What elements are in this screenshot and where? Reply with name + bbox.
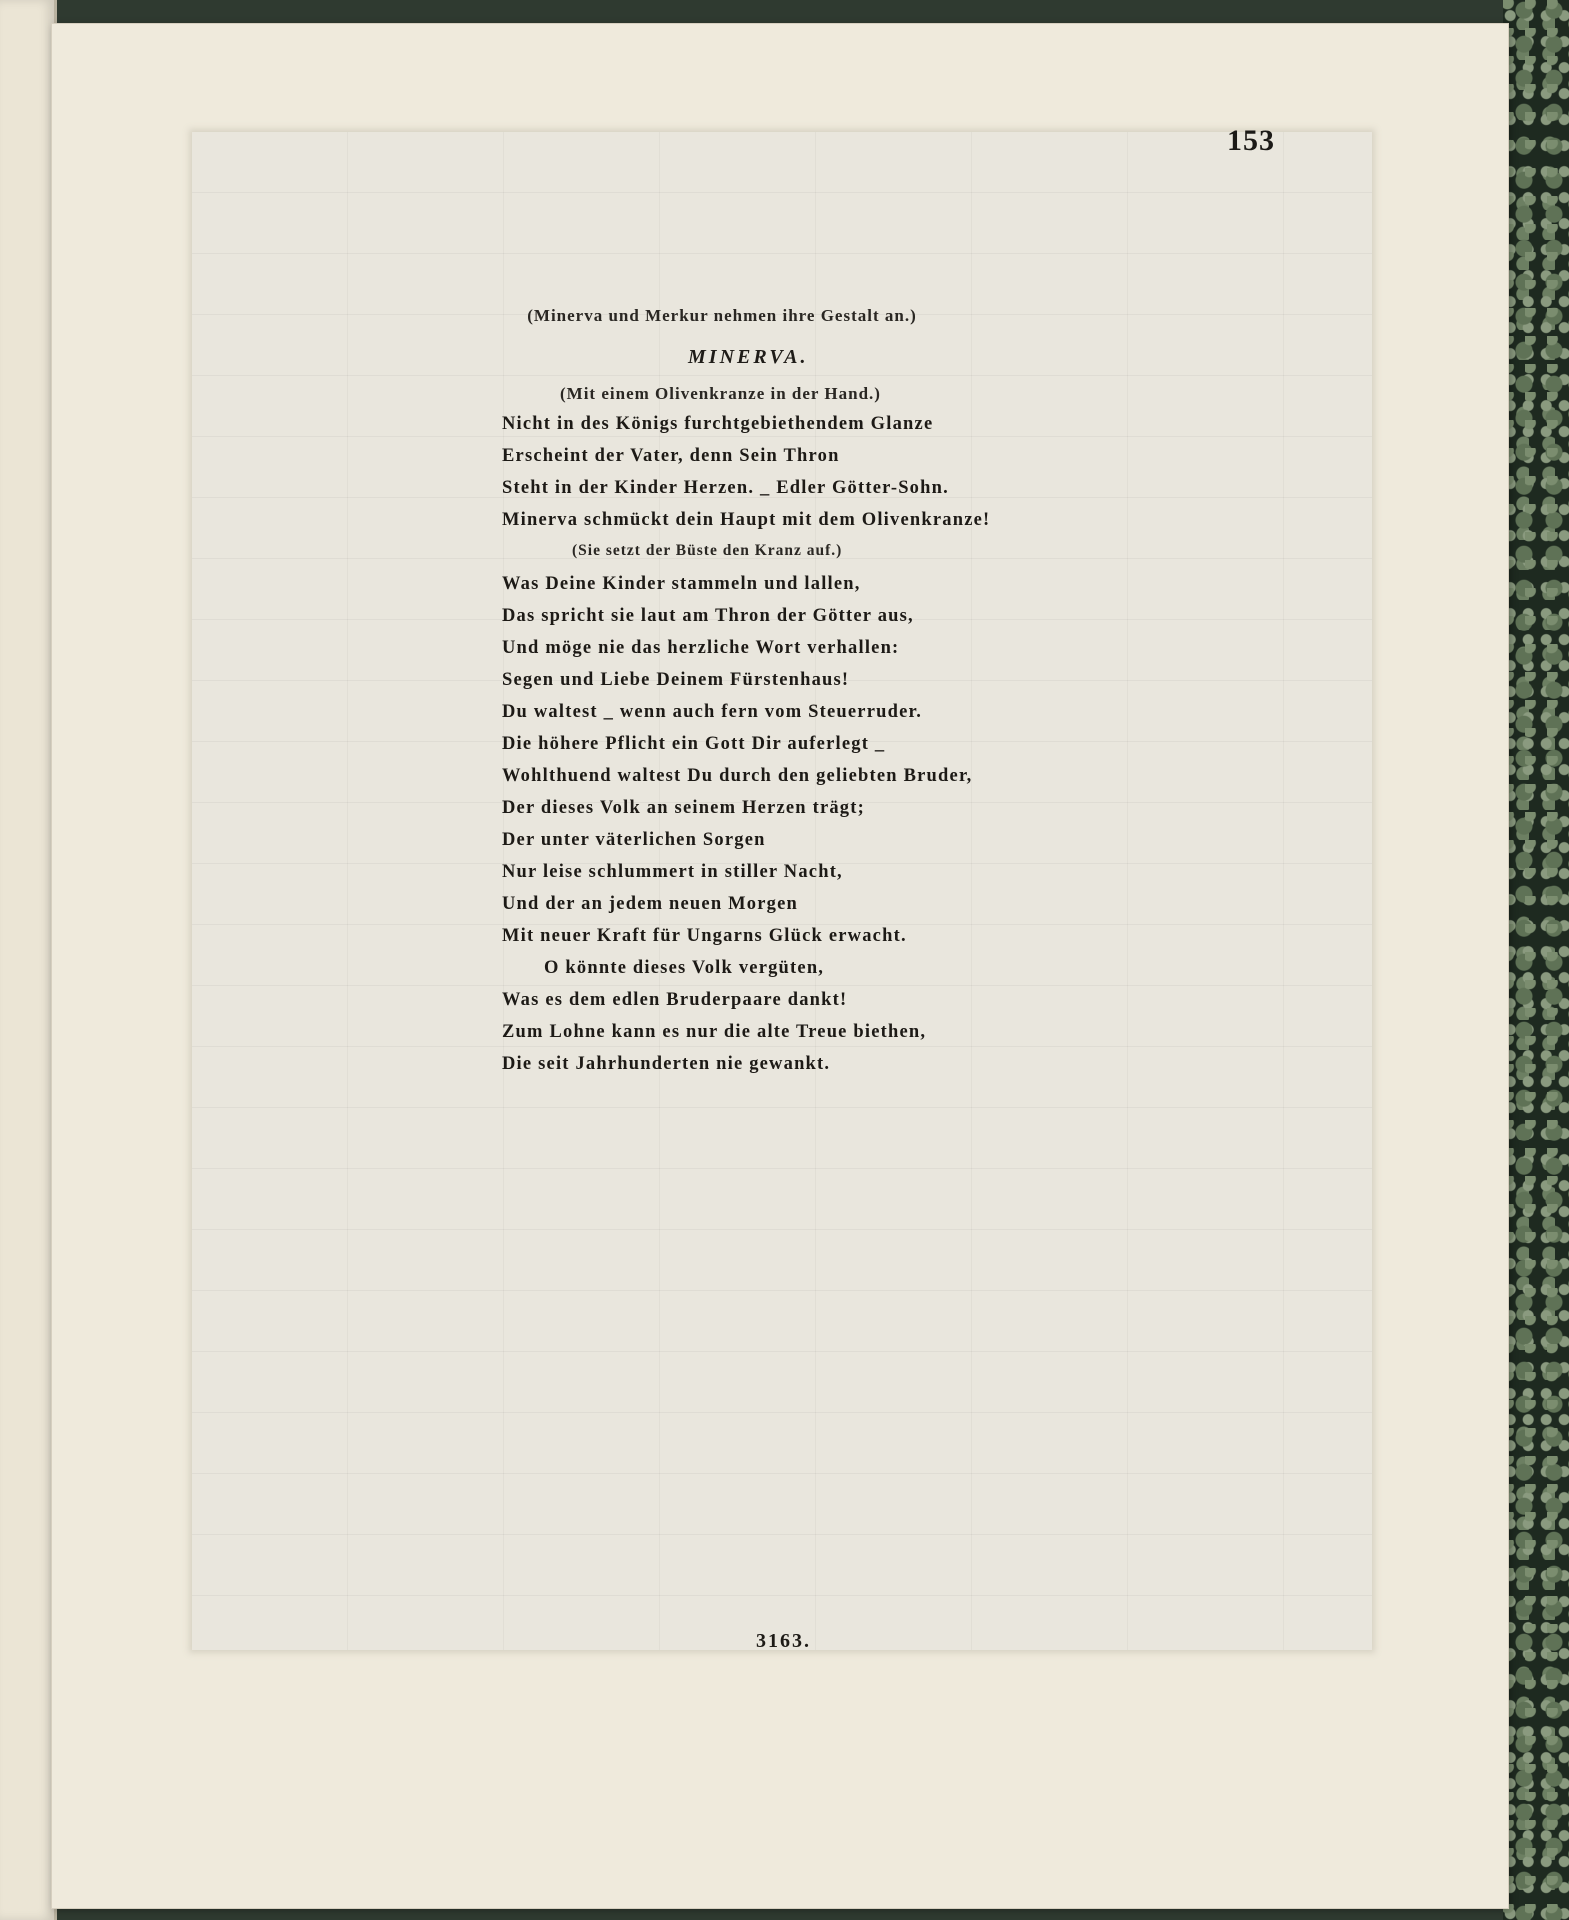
verse-line: Was es dem edlen Bruderpaare dankt! [502,990,848,1010]
verse-line: Nur leise schlummert in stiller Nacht, [502,862,843,882]
verse-line: Zum Lohne kann es nur die alte Treue biethen, [502,1022,927,1042]
verse-line: Die seit Jahrhunderten nie gewankt. [502,1054,831,1074]
verse-line: Das spricht sie laut am Thron der Götter aus, [502,606,914,626]
verse-line: Segen und Liebe Deinem Fürstenhaus! [502,670,850,690]
left-page-edge [0,0,57,1920]
verse-line: Wohlthuend waltest Du durch den geliebten Bruder, [502,766,973,786]
stage-direction-middle: (Sie setzt der Büste den Kranz auf.) [572,542,843,559]
verse-line: Mit neuer Kraft für Ungarns Glück erwacht. [502,926,907,946]
verse-line: Der dieses Volk an seinem Herzen trägt; [502,798,865,818]
verse-line: Du waltest _ wenn auch fern vom Steuerruder. [502,702,923,722]
page-number: 153 [1227,124,1275,157]
verse-line: Erscheint der Vater, denn Sein Thron [502,446,840,466]
verse-line: Was Deine Kinder stammeln und lallen, [502,574,861,594]
verse-line: O könnte dieses Volk vergüten, [544,958,825,978]
verse-line: Steht in der Kinder Herzen. _ Edler Götter-Sohn. [502,478,949,498]
verse-line: Nicht in des Königs furchtgebiethendem Glanze [502,414,934,434]
verse-line: Und der an jedem neuen Morgen [502,894,799,914]
verse-line: Der unter väterlichen Sorgen [502,830,766,850]
stage-direction-speaker: (Mit einem Olivenkranze in der Hand.) [560,384,881,403]
speaker-name: MINERVA. [688,346,809,368]
book-binding [1503,0,1569,1920]
verse-line: Und möge nie das herzliche Wort verhallen: [502,638,900,658]
verse-line: Minerva schmückt dein Haupt mit dem Olivenkranze! [502,510,991,530]
verse-line: Die höhere Pflicht ein Gott Dir auferlegt _ [502,734,886,754]
plate-number: 3163. [756,1630,811,1652]
stage-direction-top: (Minerva und Merkur nehmen ihre Gestalt an.) [527,306,917,325]
